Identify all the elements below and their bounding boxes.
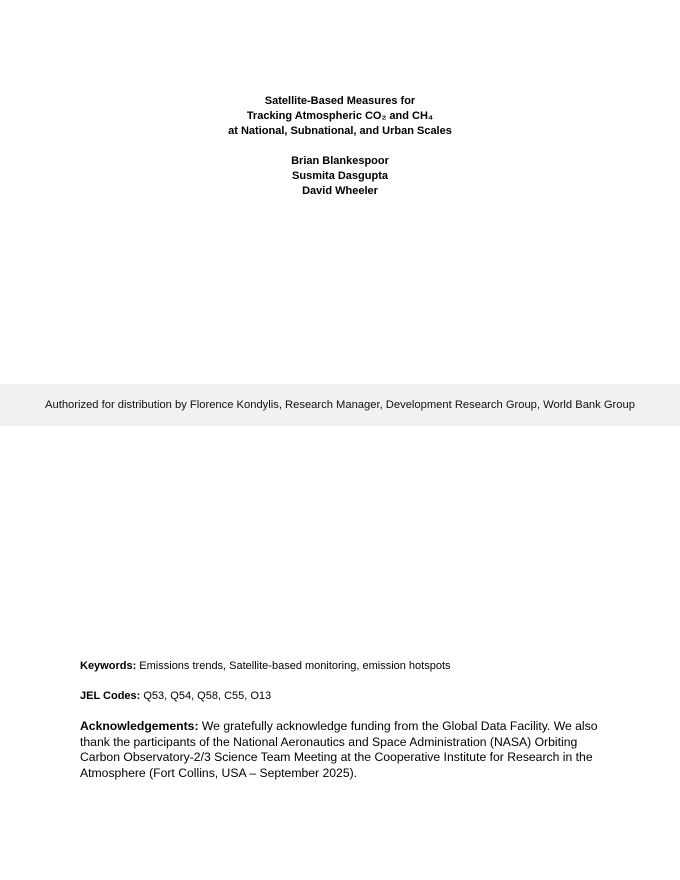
acknowledgements-paragraph <box>80 719 620 781</box>
acknowledgements-label: Acknowledgements: <box>80 719 199 733</box>
distribution-note: Authorized for distribution by Florence Kondylis, Research Manager, Development Research Group, World Bank Group <box>45 399 635 411</box>
keywords-text: Emissions trends, Satellite-based monitoring, emission hotspots <box>136 660 451 672</box>
paper-header <box>0 94 680 199</box>
title-line-1: Satellite-Based Measures for <box>264 95 416 107</box>
jel-text: Q53, Q54, Q58, C55, O13 <box>140 690 272 702</box>
author-list <box>0 154 680 199</box>
distribution-banner <box>0 384 680 426</box>
author-name: Brian Blankespoor <box>291 155 389 167</box>
acknowledgements-text: We gratefully acknowledge funding from the Global Data Facility. We also thank the participants of the National Aeronautics and Space Administration (NASA) Orbiting Carbon Observatory-2/3 Science Team Meeting at the Cooperative Institute for Research in the Atmosphere (Fort Collins, USA – September 2025). <box>80 719 598 780</box>
keywords-line <box>80 659 451 673</box>
author-name: David Wheeler <box>302 185 378 197</box>
jel-codes-line <box>80 689 271 703</box>
title-line-2: Tracking Atmospheric CO₂ and CH₄ <box>246 110 434 122</box>
author-name: Susmita Dasgupta <box>292 170 388 182</box>
title-line-3: at National, Subnational, and Urban Scales <box>228 125 452 137</box>
jel-label: JEL Codes: <box>80 690 141 702</box>
keywords-label: Keywords: <box>80 660 137 672</box>
